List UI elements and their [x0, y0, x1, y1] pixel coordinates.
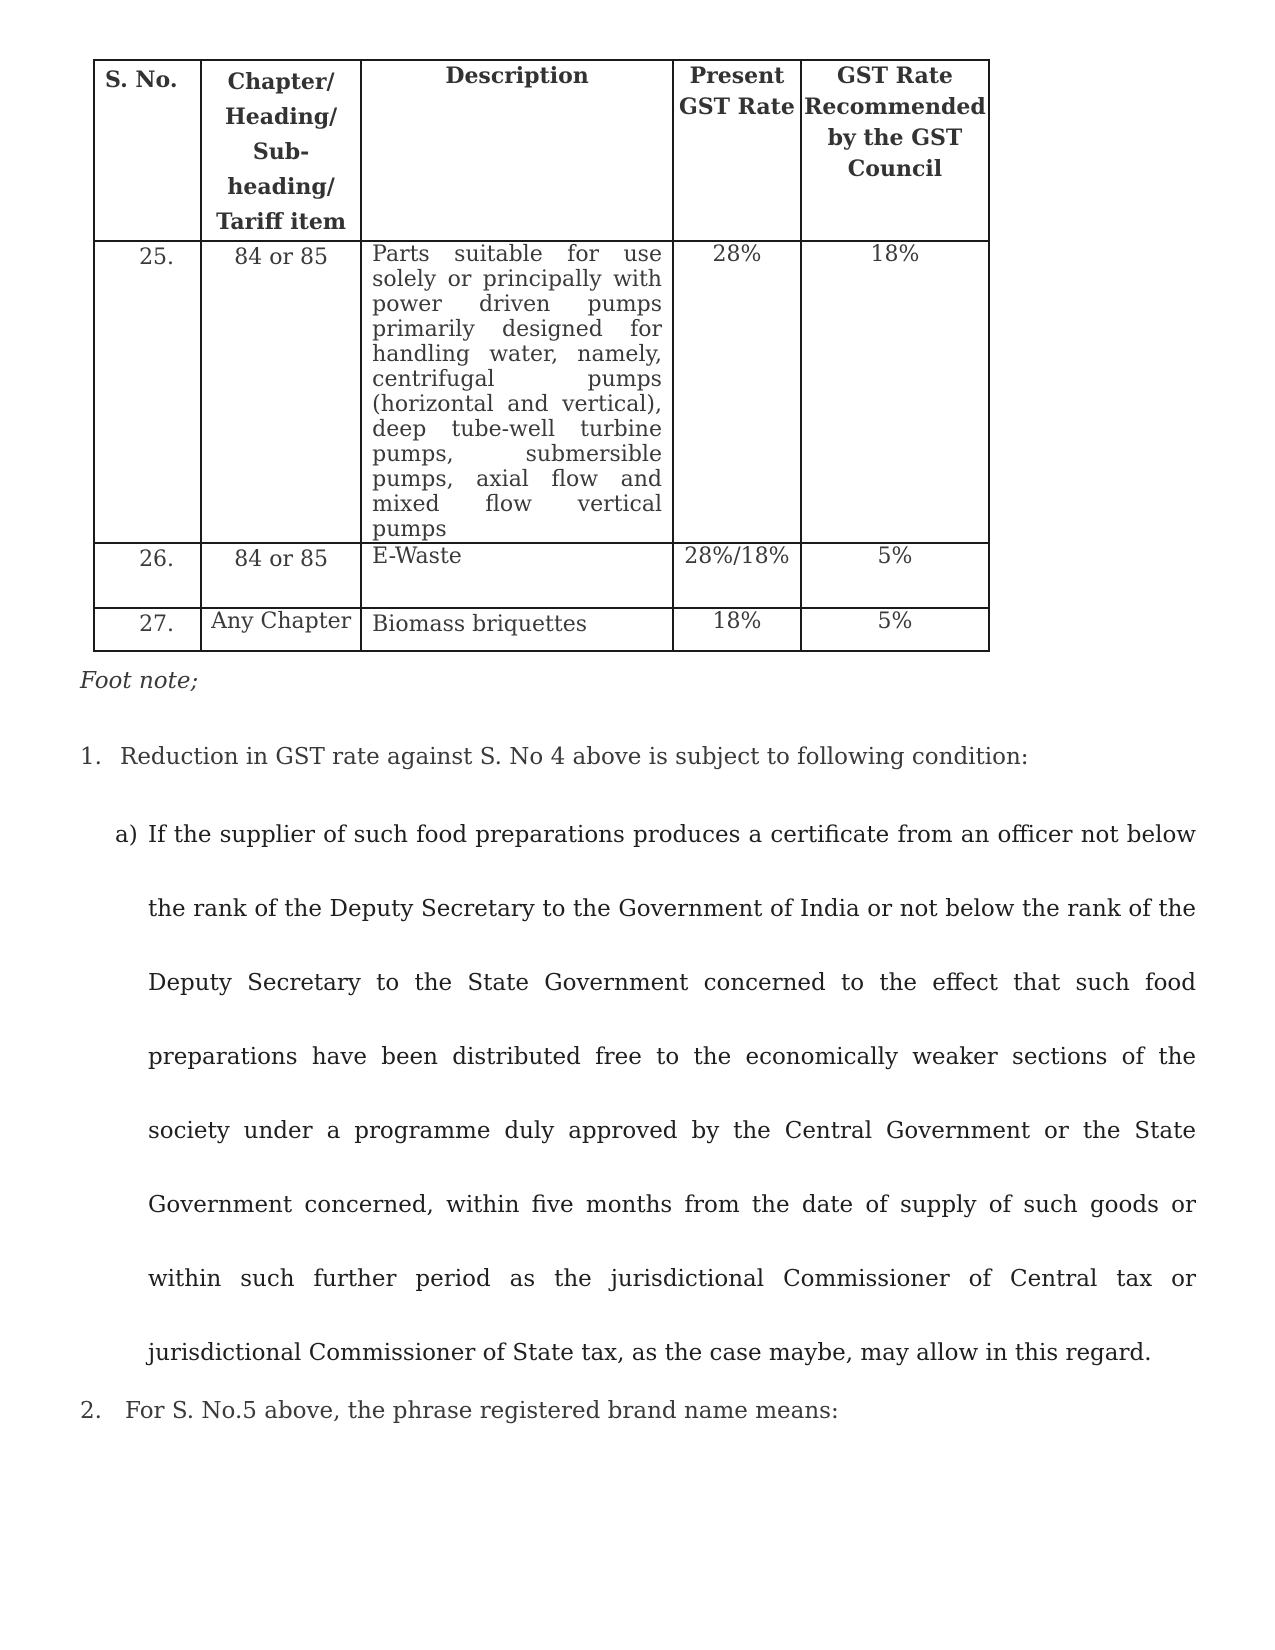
header-chapter: Chapter/ Heading/ Sub-heading/ Tariff item [201, 60, 361, 241]
header-present-rate: Present GST Rate [673, 60, 801, 241]
footnote-1-text: Reduction in GST rate against S. No 4 above is subject to following condition: [120, 744, 1029, 770]
footnote-2-number: 2. [80, 1398, 102, 1424]
cell-recommended-rate: 5% [801, 608, 989, 651]
table-row [94, 241, 989, 543]
table-header-row [94, 60, 989, 241]
footnote-1 [80, 744, 1029, 770]
footnote-label: Foot note; [80, 668, 199, 694]
cell-present-rate: 28% [673, 241, 801, 543]
header-recommended-rate: GST Rate Recommended by the GST Council [801, 60, 989, 241]
cell-sno: 26. [94, 543, 201, 608]
table-row [94, 608, 989, 651]
cell-recommended-rate: 5% [801, 543, 989, 608]
footnote-1-condition-a [115, 798, 1196, 1390]
cell-recommended-rate: 18% [801, 241, 989, 543]
gst-rate-table [93, 59, 990, 652]
cell-sno: 25. [94, 241, 201, 543]
table-row [94, 543, 989, 608]
cell-description: Parts suitable for use solely or principally with power driven pumps primarily designed for handling water, namely, centrifugal pumps (horizontal and vertical), deep tube-well turbine pumps, submersible pumps, axial flow and mixed flow vertical pumps [361, 241, 673, 543]
cell-chapter: 84 or 85 [201, 543, 361, 608]
header-description: Description [361, 60, 673, 241]
header-sno: S. No. [94, 60, 201, 241]
condition-text: If the supplier of such food preparations produces a certificate from an officer not below the rank of the Deputy Secretary to the Government of India or not below the rank of the Deputy Secretary to the State Government concerned to the effect that such food preparations have been distributed free to the economically weaker sections of the society under a programme duly approved by the Central Government or the State Government concerned, within five months from the date of supply of such goods or within such further period as the jurisdictional Commissioner of Central tax or jurisdictional Commissioner of State tax, as the case maybe, may allow in this regard. [148, 822, 1196, 1366]
footnote-1-number: 1. [80, 744, 102, 770]
cell-present-rate: 28%/18% [673, 543, 801, 608]
cell-description: Biomass briquettes [361, 608, 673, 651]
cell-present-rate: 18% [673, 608, 801, 651]
condition-marker: a) [115, 822, 138, 848]
cell-chapter: Any Chapter [201, 608, 361, 651]
footnote-2-text: For S. No.5 above, the phrase registered brand name means: [125, 1398, 839, 1424]
cell-chapter: 84 or 85 [201, 241, 361, 543]
cell-description: E-Waste [361, 543, 673, 608]
cell-sno: 27. [94, 608, 201, 651]
footnote-2 [80, 1398, 839, 1424]
